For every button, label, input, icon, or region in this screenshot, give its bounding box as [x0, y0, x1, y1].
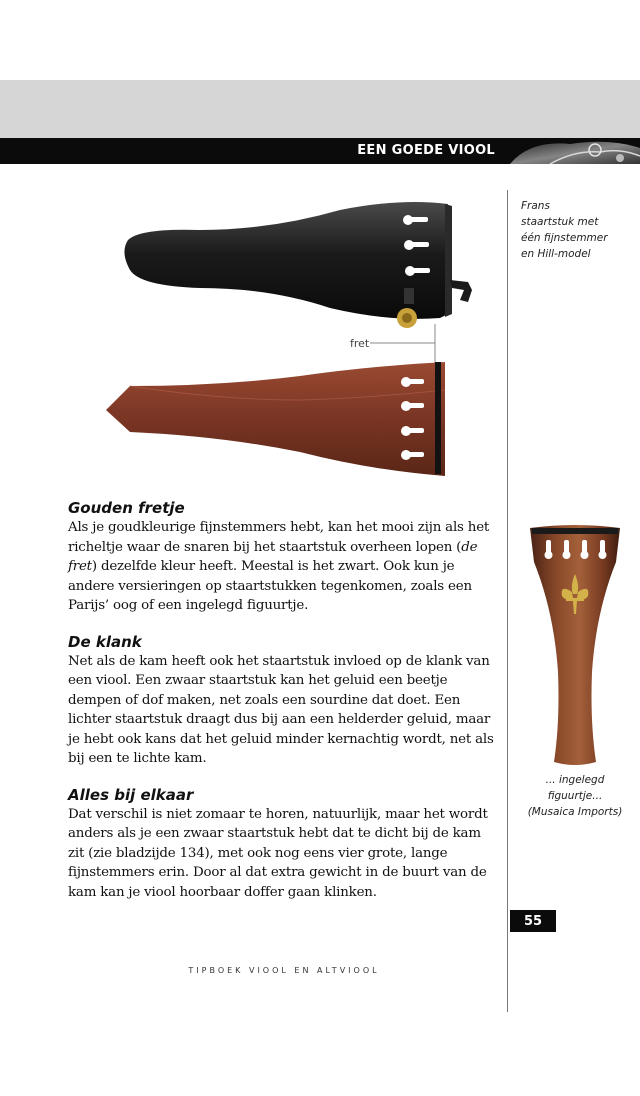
section-heading: Alles bij elkaar — [68, 785, 194, 804]
emphasis-text: de fret — [68, 539, 478, 574]
caption-inlay — [516, 772, 634, 820]
body-text — [68, 498, 498, 902]
chapter-title: EEN GOEDE VIOOL — [357, 143, 495, 158]
paragraph-text: ) dezelfde kleur heeft. Meestal is het zwart. Ook kun je andere versieringen op staartstukken tegenkomen, zoals een Parijs’ oog of een ingelegd figuurtje. — [68, 559, 472, 613]
caption-line: (Musaica Imports) — [527, 806, 623, 818]
rosewood-tailpiece — [106, 362, 445, 476]
violin-scroll-image — [490, 138, 640, 164]
caption-line: figuurtje... — [547, 790, 603, 802]
section-heading: De klank — [68, 632, 142, 651]
caption-line: ... ingelegd — [545, 774, 605, 786]
running-footer: TIPBOEK VIOOL EN ALTVIOOL — [188, 966, 380, 975]
chapter-header-bar — [0, 138, 640, 164]
caption-french-tailpiece — [521, 198, 631, 262]
margin-rule — [507, 190, 508, 1012]
fret-label: fret — [350, 337, 370, 350]
caption-line: staartstuk met — [521, 216, 599, 228]
caption-line: en Hill-model — [521, 248, 591, 260]
caption-line: Frans — [521, 200, 550, 212]
top-gray-band — [0, 80, 640, 138]
caption-line: één fijnstemmer — [521, 232, 608, 244]
section-heading: Gouden fretje — [68, 499, 185, 517]
tailpieces-figure — [100, 190, 500, 480]
section-paragraph: Dat verschil is niet zomaar te horen, natuurlijk, maar het wordt anders als je een zwaar staartstuk hebt dat te dicht bij de kam zit (zie bladzijde 134), met ook nog eens vier grote, lange fijnstemmers erin. Door al dat extra gewicht in de buurt van de kam kan je viool hoorbaar doffer gaan klinken. — [68, 806, 488, 900]
section-paragraph — [68, 518, 498, 616]
paragraph-text: Als je goudkleurige fijnstemmers hebt, kan het mooi zijn als het richeltje waar de snaren bij het staartstuk overheen lopen ( — [68, 520, 490, 555]
page-number: 55 — [510, 910, 556, 932]
inlaid-tailpiece-image — [526, 522, 624, 770]
black-tailpiece — [124, 202, 472, 328]
section-paragraph: Net als de kam heeft ook het staartstuk invloed op de klank van een viool. Een zwaar staartstuk kan het geluid een beetje dempen of dof maken, net zoals een sourdine dat doet. Een lichter staartstuk draagt dus bij aan een helderder geluid, maar je hebt ook kans dat het geluid minder kernachtig wordt, net als bij een te lichte kam. — [68, 653, 494, 766]
